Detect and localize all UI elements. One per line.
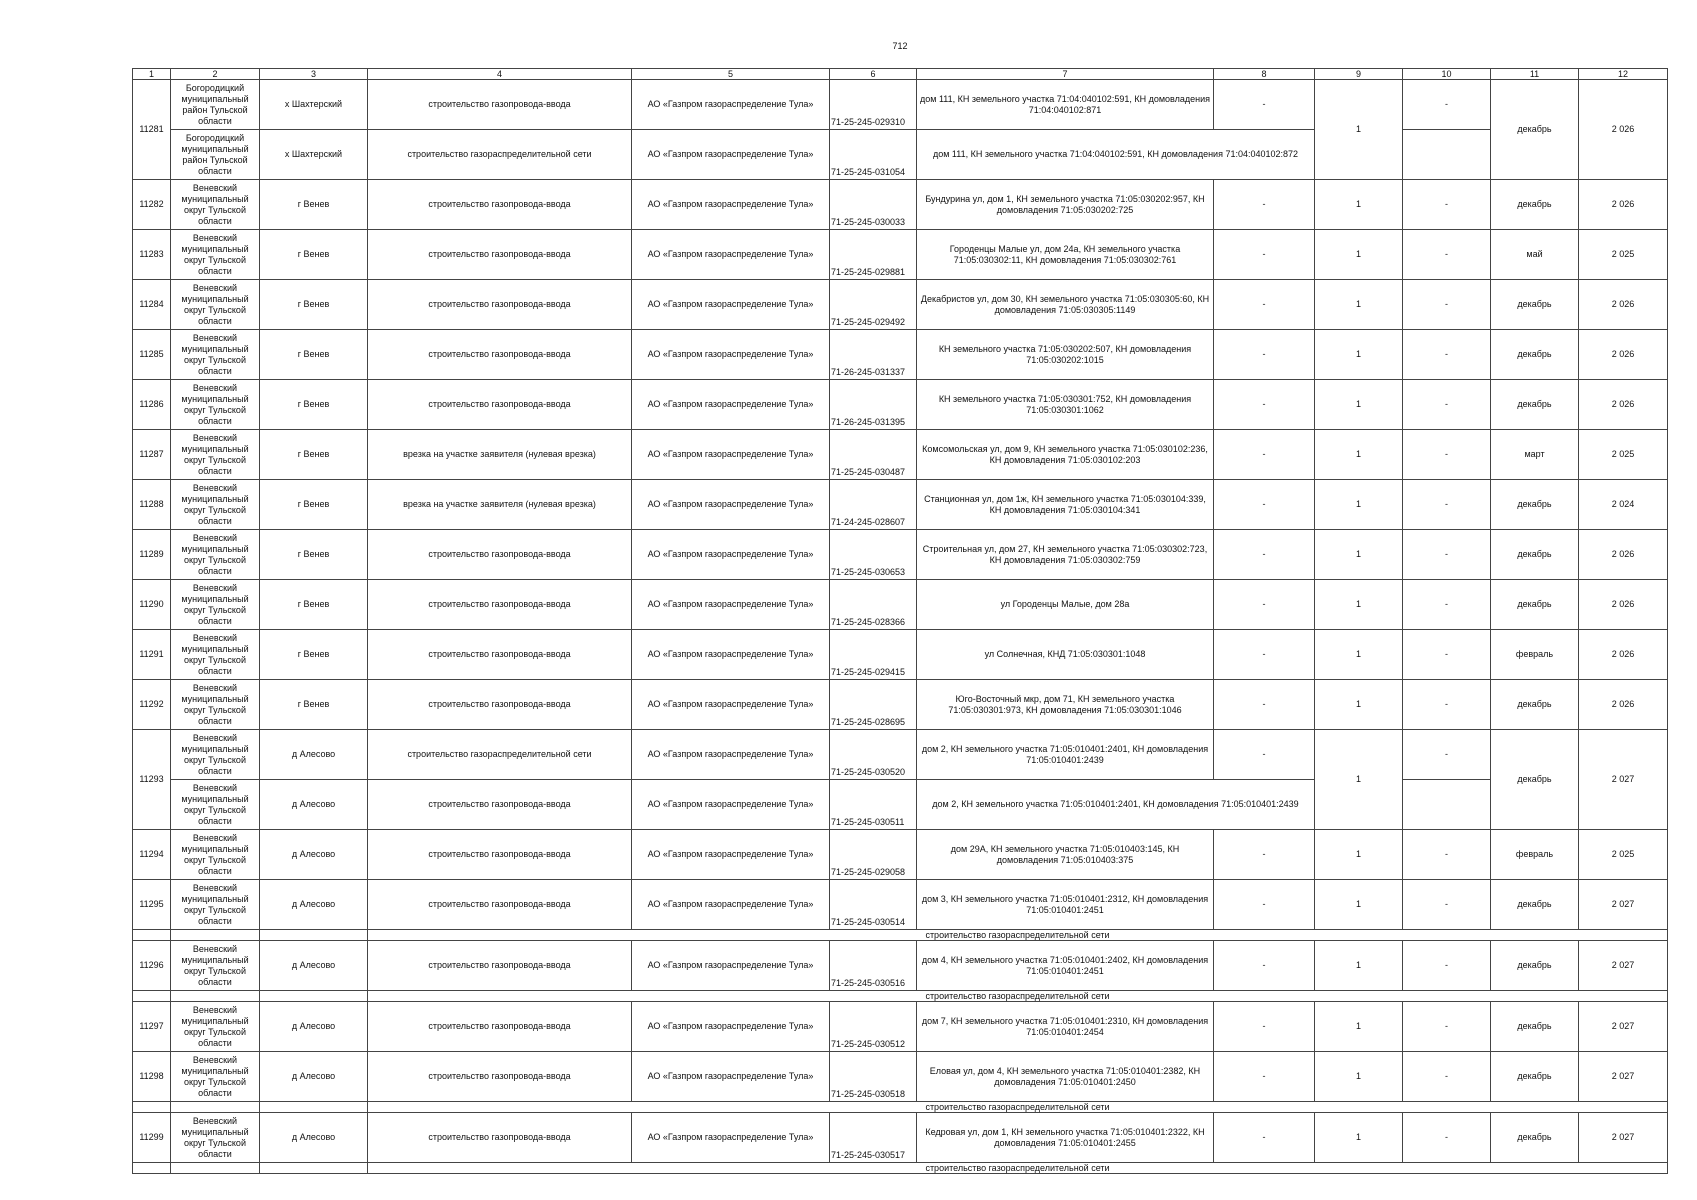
col9-cell: 1 bbox=[1315, 730, 1403, 830]
region-cell: Веневский муниципальный округ Тульской области bbox=[171, 1052, 260, 1102]
address-cell: КН земельного участка 71:05:030202:507, КН домовладения 71:05:030202:1015 bbox=[917, 330, 1214, 380]
month-cell: декабрь bbox=[1491, 480, 1579, 530]
address-cell: Городенцы Малые ул, дом 24а, КН земельного участка 71:05:030302:11, КН домовладения 71:05:030302:761 bbox=[917, 230, 1214, 280]
region-cell: Веневский муниципальный округ Тульской области bbox=[171, 230, 260, 280]
work-type-cell: строительство газопровода-ввода bbox=[368, 1052, 632, 1102]
col-header-6: 6 bbox=[830, 69, 917, 80]
row-number: 11293 bbox=[133, 730, 171, 830]
address-cell: КН земельного участка 71:05:030301:752, КН домовладения 71:05:030301:1062 bbox=[917, 380, 1214, 430]
col10-cell: - bbox=[1403, 1052, 1491, 1102]
row-number: 11285 bbox=[133, 330, 171, 380]
row-number: 11291 bbox=[133, 630, 171, 680]
place-cell: д Алесово bbox=[260, 730, 368, 780]
place-cell: д Алесово bbox=[260, 880, 368, 930]
row-number: 11281 bbox=[133, 80, 171, 180]
work-type-cell: строительство газопровода-ввода bbox=[368, 941, 632, 991]
col8-cell: - bbox=[1214, 630, 1315, 680]
region-cell: Веневский муниципальный округ Тульской области bbox=[171, 680, 260, 730]
region-cell: Веневский муниципальный округ Тульской области bbox=[171, 630, 260, 680]
table-row bbox=[133, 430, 1668, 480]
col9-cell: 1 bbox=[1315, 580, 1403, 630]
organization-cell: АО «Газпром газораспределение Тула» bbox=[632, 180, 830, 230]
row-number: 11295 bbox=[133, 880, 171, 930]
work-type-cell: строительство газопровода-ввода bbox=[368, 1002, 632, 1052]
col8-cell: - bbox=[1214, 730, 1315, 780]
year-cell: 2 027 bbox=[1579, 941, 1668, 991]
place-cell: д Алесово bbox=[260, 1052, 368, 1102]
year-cell: 2 026 bbox=[1579, 180, 1668, 230]
request-code-cell: 71-25-245-030520 bbox=[830, 730, 917, 780]
col9-cell: 1 bbox=[1315, 480, 1403, 530]
organization-cell: АО «Газпром газораспределение Тула» bbox=[632, 941, 830, 991]
request-code-cell: 71-24-245-028607 bbox=[830, 480, 917, 530]
table-row bbox=[133, 1002, 1668, 1052]
request-code-cell: 71-25-245-030033 bbox=[830, 180, 917, 230]
col10-cell: - bbox=[1403, 941, 1491, 991]
table-row bbox=[133, 780, 1668, 830]
work-type-cell: строительство газопровода-ввода bbox=[368, 630, 632, 680]
row-number: 11287 bbox=[133, 430, 171, 480]
row-number: 11298 bbox=[133, 1052, 171, 1102]
work-type-cell: строительство газопровода-ввода bbox=[368, 680, 632, 730]
table-row bbox=[133, 941, 1668, 991]
address-cell: Кедровая ул, дом 1, КН земельного участка 71:05:010401:2322, КН домовладения 71:05:010401:2455 bbox=[917, 1113, 1214, 1163]
table-row bbox=[133, 830, 1668, 880]
address-cell: Еловая ул, дом 4, КН земельного участка 71:05:010401:2382, КН домовладения 71:05:010401:2450 bbox=[917, 1052, 1214, 1102]
table-row bbox=[133, 680, 1668, 730]
organization-cell: АО «Газпром газораспределение Тула» bbox=[632, 580, 830, 630]
request-code-cell: 71-25-245-029881 bbox=[830, 230, 917, 280]
organization-cell: АО «Газпром газораспределение Тула» bbox=[632, 830, 830, 880]
subrow-empty bbox=[133, 991, 171, 1002]
subrow-empty bbox=[133, 930, 171, 941]
address-cell: дом 2, КН земельного участка 71:05:010401:2401, КН домовладения 71:05:010401:2439 bbox=[917, 780, 1315, 830]
row-number: 11296 bbox=[133, 941, 171, 991]
subrow-empty bbox=[171, 1102, 260, 1113]
organization-cell: АО «Газпром газораспределение Тула» bbox=[632, 1052, 830, 1102]
col9-cell: 1 bbox=[1315, 430, 1403, 480]
organization-cell: АО «Газпром газораспределение Тула» bbox=[632, 380, 830, 430]
organization-cell: АО «Газпром газораспределение Тула» bbox=[632, 880, 830, 930]
address-cell: дом 7, КН земельного участка 71:05:010401:2310, КН домовладения 71:05:010401:2454 bbox=[917, 1002, 1214, 1052]
region-cell: Веневский муниципальный округ Тульской области bbox=[171, 1002, 260, 1052]
place-cell: г Венев bbox=[260, 330, 368, 380]
region-cell: Веневский муниципальный округ Тульской области bbox=[171, 330, 260, 380]
col10-cell: - bbox=[1403, 80, 1491, 130]
subrow-empty bbox=[171, 991, 260, 1002]
organization-cell: АО «Газпром газораспределение Тула» bbox=[632, 780, 830, 830]
place-cell: д Алесово bbox=[260, 830, 368, 880]
organization-cell: АО «Газпром газораспределение Тула» bbox=[632, 680, 830, 730]
col9-cell: 1 bbox=[1315, 280, 1403, 330]
row-number: 11288 bbox=[133, 480, 171, 530]
request-code-cell: 71-26-245-031337 bbox=[830, 330, 917, 380]
col10-cell: - bbox=[1403, 880, 1491, 930]
col10-cell: - bbox=[1403, 180, 1491, 230]
organization-cell: АО «Газпром газораспределение Тула» bbox=[632, 230, 830, 280]
organization-cell: АО «Газпром газораспределение Тула» bbox=[632, 630, 830, 680]
address-cell: Станционная ул, дом 1ж, КН земельного участка 71:05:030104:339, КН домовладения 71:05:030104:341 bbox=[917, 480, 1214, 530]
col-header-2: 2 bbox=[171, 69, 260, 80]
month-cell: декабрь bbox=[1491, 1113, 1579, 1163]
col-header-10: 10 bbox=[1403, 69, 1491, 80]
col9-cell: 1 bbox=[1315, 630, 1403, 680]
col-header-11: 11 bbox=[1491, 69, 1579, 80]
place-cell: х Шахтерский bbox=[260, 80, 368, 130]
place-cell: д Алесово bbox=[260, 1113, 368, 1163]
col10-cell: - bbox=[1403, 380, 1491, 430]
row-number: 11284 bbox=[133, 280, 171, 330]
col9-cell: 1 bbox=[1315, 1113, 1403, 1163]
month-cell: декабрь bbox=[1491, 880, 1579, 930]
subrow-empty bbox=[260, 991, 368, 1002]
row-number: 11282 bbox=[133, 180, 171, 230]
month-cell: май bbox=[1491, 230, 1579, 280]
organization-cell: АО «Газпром газораспределение Тула» bbox=[632, 730, 830, 780]
col8-cell: - bbox=[1214, 430, 1315, 480]
col8-cell: - bbox=[1214, 1052, 1315, 1102]
region-cell: Веневский муниципальный округ Тульской области bbox=[171, 830, 260, 880]
organization-cell: АО «Газпром газораспределение Тула» bbox=[632, 480, 830, 530]
subrow-empty bbox=[260, 930, 368, 941]
request-code-cell: 71-25-245-030517 bbox=[830, 1113, 917, 1163]
month-cell: декабрь bbox=[1491, 330, 1579, 380]
table-row bbox=[133, 480, 1668, 530]
col-header-1: 1 bbox=[133, 69, 171, 80]
col8-cell: - bbox=[1214, 280, 1315, 330]
work-type-cell: строительство газопровода-ввода bbox=[368, 330, 632, 380]
request-code-cell: 71-25-245-028366 bbox=[830, 580, 917, 630]
subrow-empty bbox=[260, 1163, 368, 1174]
month-cell: декабрь bbox=[1491, 680, 1579, 730]
col8-cell: - bbox=[1214, 880, 1315, 930]
address-cell: дом 2, КН земельного участка 71:05:010401:2401, КН домовладения 71:05:010401:2439 bbox=[917, 730, 1214, 780]
month-cell: декабрь bbox=[1491, 1052, 1579, 1102]
region-cell: Богородицкий муниципальный район Тульской области bbox=[171, 130, 260, 180]
address-cell: дом 111, КН земельного участка 71:04:040102:591, КН домовладения 71:04:040102:872 bbox=[917, 130, 1315, 180]
col10-cell: - bbox=[1403, 280, 1491, 330]
work-type-cell: строительство газораспределительной сети bbox=[368, 730, 632, 780]
subrow bbox=[133, 1102, 1668, 1113]
place-cell: д Алесово bbox=[260, 1002, 368, 1052]
year-cell: 2 024 bbox=[1579, 480, 1668, 530]
address-cell: дом 29А, КН земельного участка 71:05:010403:145, КН домовладения 71:05:010403:375 bbox=[917, 830, 1214, 880]
col9-cell: 1 bbox=[1315, 230, 1403, 280]
col10-cell: - bbox=[1403, 480, 1491, 530]
address-cell: Бундурина ул, дом 1, КН земельного участка 71:05:030202:957, КН домовладения 71:05:030202:725 bbox=[917, 180, 1214, 230]
region-cell: Веневский муниципальный округ Тульской области bbox=[171, 530, 260, 580]
work-type-cell: врезка на участке заявителя (нулевая врезка) bbox=[368, 430, 632, 480]
subrow-work-type: строительство газораспределительной сети bbox=[368, 930, 1668, 941]
work-type-cell: строительство газопровода-ввода bbox=[368, 80, 632, 130]
request-code-cell: 71-25-245-030511 bbox=[830, 780, 917, 830]
subrow-empty bbox=[133, 1163, 171, 1174]
col10-cell: - bbox=[1403, 730, 1491, 780]
col8-cell: - bbox=[1214, 830, 1315, 880]
col9-cell: 1 bbox=[1315, 880, 1403, 930]
table-row bbox=[133, 280, 1668, 330]
year-cell: 2 025 bbox=[1579, 430, 1668, 480]
col10-cell: - bbox=[1403, 330, 1491, 380]
col8-cell: - bbox=[1214, 80, 1315, 130]
region-cell: Веневский муниципальный округ Тульской области bbox=[171, 941, 260, 991]
year-cell: 2 027 bbox=[1579, 1052, 1668, 1102]
work-type-cell: строительство газораспределительной сети bbox=[368, 130, 632, 180]
subrow-empty bbox=[171, 1163, 260, 1174]
address-cell: ул Городенцы Малые, дом 28а bbox=[917, 580, 1214, 630]
place-cell: г Венев bbox=[260, 680, 368, 730]
subrow-empty bbox=[171, 930, 260, 941]
year-cell: 2 026 bbox=[1579, 680, 1668, 730]
request-code-cell: 71-25-245-031054 bbox=[830, 130, 917, 180]
row-number: 11290 bbox=[133, 580, 171, 630]
col9-cell: 1 bbox=[1315, 680, 1403, 730]
table-row bbox=[133, 330, 1668, 380]
place-cell: г Венев bbox=[260, 530, 368, 580]
request-code-cell: 71-25-245-029310 bbox=[830, 80, 917, 130]
region-cell: Веневский муниципальный округ Тульской области bbox=[171, 730, 260, 780]
col8-cell: - bbox=[1214, 380, 1315, 430]
col-header-4: 4 bbox=[368, 69, 632, 80]
address-cell: дом 3, КН земельного участка 71:05:010401:2312, КН домовладения 71:05:010401:2451 bbox=[917, 880, 1214, 930]
place-cell: г Венев bbox=[260, 630, 368, 680]
request-code-cell: 71-25-245-030514 bbox=[830, 880, 917, 930]
subrow-work-type: строительство газораспределительной сети bbox=[368, 991, 1668, 1002]
subrow bbox=[133, 1163, 1668, 1174]
year-cell: 2 026 bbox=[1579, 630, 1668, 680]
month-cell: декабрь bbox=[1491, 280, 1579, 330]
col8-cell: - bbox=[1214, 680, 1315, 730]
year-cell: 2 026 bbox=[1579, 80, 1668, 180]
organization-cell: АО «Газпром газораспределение Тула» bbox=[632, 530, 830, 580]
subrow-empty bbox=[133, 1102, 171, 1113]
col9-cell: 1 bbox=[1315, 530, 1403, 580]
col10-cell: - bbox=[1403, 830, 1491, 880]
address-cell: Комсомольская ул, дом 9, КН земельного участка 71:05:030102:236, КН домовладения 71:05:030102:203 bbox=[917, 430, 1214, 480]
table-row bbox=[133, 80, 1668, 130]
col9-cell: 1 bbox=[1315, 1052, 1403, 1102]
col10-cell: - bbox=[1403, 1002, 1491, 1052]
header-row bbox=[133, 69, 1668, 80]
region-cell: Веневский муниципальный округ Тульской области bbox=[171, 430, 260, 480]
subrow bbox=[133, 930, 1668, 941]
table-row bbox=[133, 1052, 1668, 1102]
col10-cell bbox=[1403, 130, 1491, 180]
row-number: 11286 bbox=[133, 380, 171, 430]
month-cell: февраль bbox=[1491, 830, 1579, 880]
year-cell: 2 026 bbox=[1579, 280, 1668, 330]
region-cell: Веневский муниципальный округ Тульской области bbox=[171, 180, 260, 230]
col8-cell: - bbox=[1214, 180, 1315, 230]
month-cell: декабрь bbox=[1491, 180, 1579, 230]
region-cell: Веневский муниципальный округ Тульской области bbox=[171, 380, 260, 430]
subrow-empty bbox=[260, 1102, 368, 1113]
address-cell: дом 111, КН земельного участка 71:04:040102:591, КН домовладения 71:04:040102:871 bbox=[917, 80, 1214, 130]
address-cell: Юго-Восточный мкр, дом 71, КН земельного участка 71:05:030301:973, КН домовладения 71:05:030301:1046 bbox=[917, 680, 1214, 730]
work-type-cell: врезка на участке заявителя (нулевая врезка) bbox=[368, 480, 632, 530]
year-cell: 2 027 bbox=[1579, 730, 1668, 830]
col9-cell: 1 bbox=[1315, 380, 1403, 430]
region-cell: Веневский муниципальный округ Тульской области bbox=[171, 480, 260, 530]
col-header-9: 9 bbox=[1315, 69, 1403, 80]
col10-cell: - bbox=[1403, 630, 1491, 680]
col9-cell: 1 bbox=[1315, 830, 1403, 880]
subrow-work-type: строительство газораспределительной сети bbox=[368, 1163, 1668, 1174]
year-cell: 2 026 bbox=[1579, 580, 1668, 630]
table-row bbox=[133, 630, 1668, 680]
col-header-5: 5 bbox=[632, 69, 830, 80]
place-cell: д Алесово bbox=[260, 780, 368, 830]
year-cell: 2 026 bbox=[1579, 380, 1668, 430]
place-cell: г Венев bbox=[260, 380, 368, 430]
subrow-work-type: строительство газораспределительной сети bbox=[368, 1102, 1668, 1113]
col8-cell: - bbox=[1214, 230, 1315, 280]
year-cell: 2 025 bbox=[1579, 230, 1668, 280]
month-cell: декабрь bbox=[1491, 80, 1579, 180]
month-cell: декабрь bbox=[1491, 580, 1579, 630]
year-cell: 2 026 bbox=[1579, 330, 1668, 380]
region-cell: Богородицкий муниципальный район Тульской области bbox=[171, 80, 260, 130]
row-number: 11299 bbox=[133, 1113, 171, 1163]
work-type-cell: строительство газопровода-ввода bbox=[368, 180, 632, 230]
work-type-cell: строительство газопровода-ввода bbox=[368, 280, 632, 330]
col8-cell: - bbox=[1214, 330, 1315, 380]
request-code-cell: 71-25-245-030653 bbox=[830, 530, 917, 580]
organization-cell: АО «Газпром газораспределение Тула» bbox=[632, 280, 830, 330]
month-cell: декабрь bbox=[1491, 941, 1579, 991]
place-cell: г Венев bbox=[260, 280, 368, 330]
place-cell: г Венев bbox=[260, 430, 368, 480]
request-code-cell: 71-25-245-029058 bbox=[830, 830, 917, 880]
col8-cell: - bbox=[1214, 941, 1315, 991]
request-code-cell: 71-26-245-031395 bbox=[830, 380, 917, 430]
col10-cell: - bbox=[1403, 530, 1491, 580]
col-header-3: 3 bbox=[260, 69, 368, 80]
row-number: 11292 bbox=[133, 680, 171, 730]
request-code-cell: 71-25-245-029492 bbox=[830, 280, 917, 330]
col10-cell: - bbox=[1403, 430, 1491, 480]
month-cell: декабрь bbox=[1491, 380, 1579, 430]
work-type-cell: строительство газопровода-ввода bbox=[368, 380, 632, 430]
page-number: 712 bbox=[892, 41, 908, 51]
region-cell: Веневский муниципальный округ Тульской области bbox=[171, 780, 260, 830]
work-type-cell: строительство газопровода-ввода bbox=[368, 580, 632, 630]
organization-cell: АО «Газпром газораспределение Тула» bbox=[632, 80, 830, 130]
place-cell: г Венев bbox=[260, 480, 368, 530]
month-cell: декабрь bbox=[1491, 530, 1579, 580]
month-cell: март bbox=[1491, 430, 1579, 480]
year-cell: 2 027 bbox=[1579, 1113, 1668, 1163]
organization-cell: АО «Газпром газораспределение Тула» bbox=[632, 1113, 830, 1163]
col9-cell: 1 bbox=[1315, 941, 1403, 991]
table-row bbox=[133, 530, 1668, 580]
col9-cell: 1 bbox=[1315, 330, 1403, 380]
col8-cell: - bbox=[1214, 530, 1315, 580]
place-cell: х Шахтерский bbox=[260, 130, 368, 180]
row-number: 11294 bbox=[133, 830, 171, 880]
work-type-cell: строительство газопровода-ввода bbox=[368, 530, 632, 580]
col10-cell bbox=[1403, 780, 1491, 830]
request-code-cell: 71-25-245-030518 bbox=[830, 1052, 917, 1102]
region-cell: Веневский муниципальный округ Тульской области bbox=[171, 880, 260, 930]
row-number: 11283 bbox=[133, 230, 171, 280]
col10-cell: - bbox=[1403, 230, 1491, 280]
table-row bbox=[133, 730, 1668, 780]
address-cell: дом 4, КН земельного участка 71:05:010401:2402, КН домовладения 71:05:010401:2451 bbox=[917, 941, 1214, 991]
col-header-8: 8 bbox=[1214, 69, 1315, 80]
col10-cell: - bbox=[1403, 580, 1491, 630]
col8-cell: - bbox=[1214, 580, 1315, 630]
col9-cell: 1 bbox=[1315, 80, 1403, 180]
organization-cell: АО «Газпром газораспределение Тула» bbox=[632, 430, 830, 480]
request-code-cell: 71-25-245-028695 bbox=[830, 680, 917, 730]
table-row bbox=[133, 1113, 1668, 1163]
address-cell: Декабристов ул, дом 30, КН земельного участка 71:05:030305:60, КН домовладения 71:05:030305:1149 bbox=[917, 280, 1214, 330]
col-header-12: 12 bbox=[1579, 69, 1668, 80]
row-number: 11289 bbox=[133, 530, 171, 580]
col10-cell: - bbox=[1403, 680, 1491, 730]
region-cell: Веневский муниципальный округ Тульской области bbox=[171, 580, 260, 630]
year-cell: 2 027 bbox=[1579, 880, 1668, 930]
col10-cell: - bbox=[1403, 1113, 1491, 1163]
table-row bbox=[133, 180, 1668, 230]
place-cell: г Венев bbox=[260, 580, 368, 630]
request-code-cell: 71-25-245-029415 bbox=[830, 630, 917, 680]
registry-table bbox=[132, 68, 1668, 1174]
address-cell: Строительная ул, дом 27, КН земельного участка 71:05:030302:723, КН домовладения 71:05:030302:759 bbox=[917, 530, 1214, 580]
table-row bbox=[133, 580, 1668, 630]
work-type-cell: строительство газопровода-ввода bbox=[368, 780, 632, 830]
organization-cell: АО «Газпром газораспределение Тула» bbox=[632, 330, 830, 380]
work-type-cell: строительство газопровода-ввода bbox=[368, 830, 632, 880]
request-code-cell: 71-25-245-030516 bbox=[830, 941, 917, 991]
place-cell: г Венев bbox=[260, 180, 368, 230]
work-type-cell: строительство газопровода-ввода bbox=[368, 880, 632, 930]
year-cell: 2 027 bbox=[1579, 1002, 1668, 1052]
year-cell: 2 025 bbox=[1579, 830, 1668, 880]
col8-cell: - bbox=[1214, 1002, 1315, 1052]
month-cell: декабрь bbox=[1491, 730, 1579, 830]
request-code-cell: 71-25-245-030487 bbox=[830, 430, 917, 480]
table-row bbox=[133, 380, 1668, 430]
col8-cell: - bbox=[1214, 480, 1315, 530]
month-cell: декабрь bbox=[1491, 1002, 1579, 1052]
table-row bbox=[133, 880, 1668, 930]
region-cell: Веневский муниципальный округ Тульской области bbox=[171, 280, 260, 330]
col8-cell: - bbox=[1214, 1113, 1315, 1163]
month-cell: февраль bbox=[1491, 630, 1579, 680]
table-row bbox=[133, 130, 1668, 180]
col9-cell: 1 bbox=[1315, 180, 1403, 230]
year-cell: 2 026 bbox=[1579, 530, 1668, 580]
row-number: 11297 bbox=[133, 1002, 171, 1052]
address-cell: ул Солнечная, КНД 71:05:030301:1048 bbox=[917, 630, 1214, 680]
organization-cell: АО «Газпром газораспределение Тула» bbox=[632, 1002, 830, 1052]
subrow bbox=[133, 991, 1668, 1002]
request-code-cell: 71-25-245-030512 bbox=[830, 1002, 917, 1052]
organization-cell: АО «Газпром газораспределение Тула» bbox=[632, 130, 830, 180]
table-row bbox=[133, 230, 1668, 280]
place-cell: д Алесово bbox=[260, 941, 368, 991]
region-cell: Веневский муниципальный округ Тульской области bbox=[171, 1113, 260, 1163]
work-type-cell: строительство газопровода-ввода bbox=[368, 1113, 632, 1163]
col9-cell: 1 bbox=[1315, 1002, 1403, 1052]
col-header-7: 7 bbox=[917, 69, 1214, 80]
work-type-cell: строительство газопровода-ввода bbox=[368, 230, 632, 280]
place-cell: г Венев bbox=[260, 230, 368, 280]
